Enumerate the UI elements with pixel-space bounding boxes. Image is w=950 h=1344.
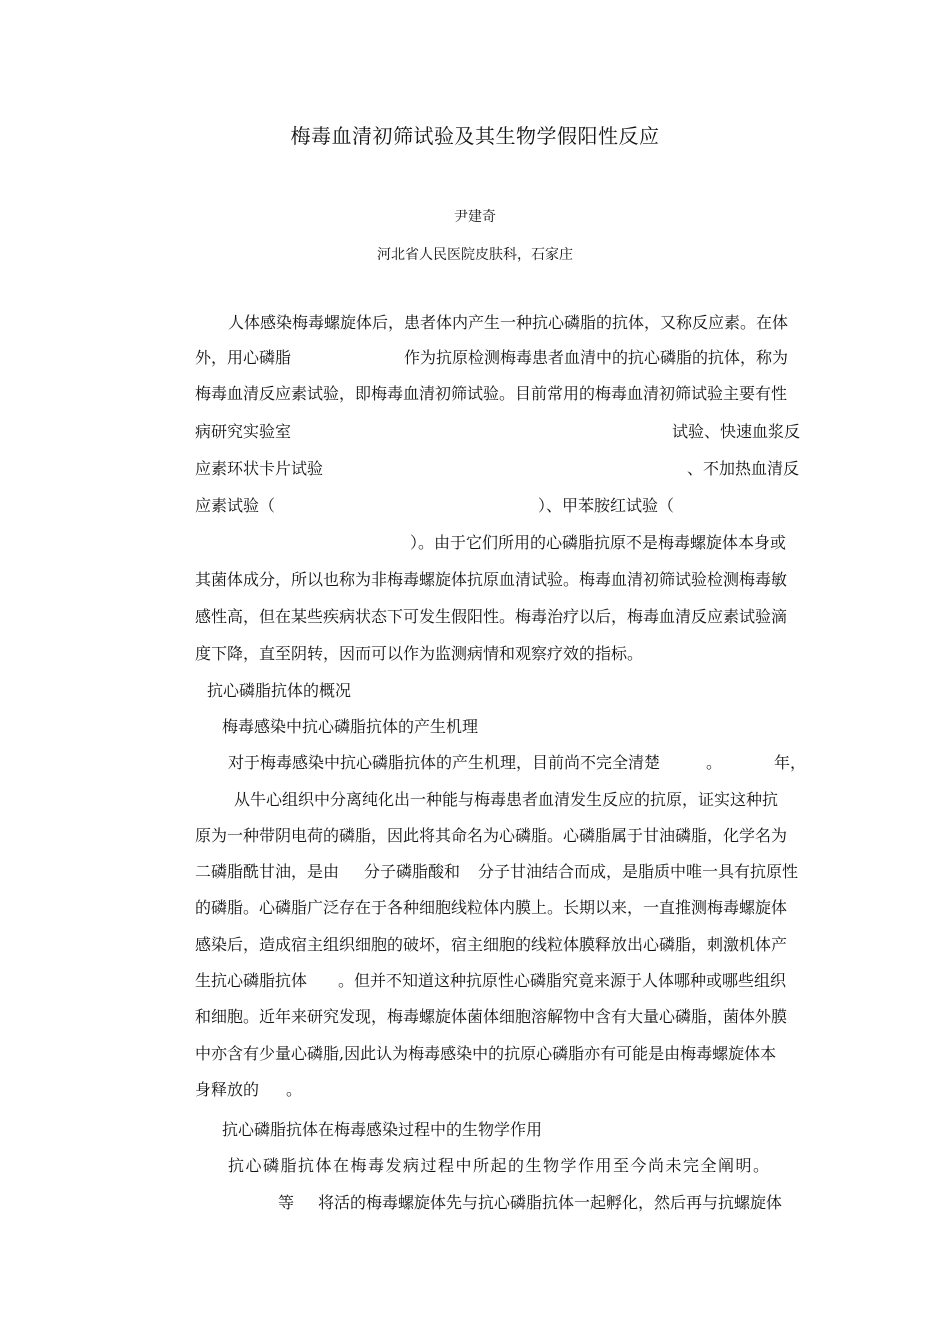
paragraph-line: 中亦含有少量心磷脂,因此认为梅毒感染中的抗原心磷脂亦有可能是由梅毒螺旋体本 <box>195 1044 777 1063</box>
paragraph-line: 年， <box>774 753 807 772</box>
paragraph-line: 。 <box>706 753 723 772</box>
paragraph-line: 其菌体成分，所以也称为非梅毒螺旋体抗原血清试验。梅毒血清初筛试验检测梅毒敏 <box>195 570 788 589</box>
paragraph-line: 。但并不知道这种抗原性心磷脂究竟来源于人体哪种或哪些组织 <box>338 971 787 990</box>
paragraph-line: 试验、快速血浆反 <box>672 422 801 441</box>
author-name: 尹建奇 <box>454 209 496 225</box>
paragraph-line: 病研究实验室 <box>195 422 292 441</box>
paragraph-line: 外，用心磷脂 <box>195 348 292 367</box>
paragraph-line: 的磷脂。心磷脂广泛存在于各种细胞线粒体内膜上。长期以来，一直推测梅毒螺旋体 <box>195 898 788 917</box>
paragraph-line: 从牛心组织中分离纯化出一种能与梅毒患者血清发生反应的抗原，证实这种抗 <box>234 790 779 809</box>
paragraph-line: 感性高，但在某些疾病状态下可发生假阳性。梅毒治疗以后，梅毒血清反应素试验滴 <box>195 607 788 626</box>
paragraph-line: 身释放的 <box>195 1080 260 1099</box>
paragraph-line: 感染后，造成宿主组织细胞的破坏，宿主细胞的线粒体膜释放出心磷脂，刺激机体产 <box>195 935 788 954</box>
paragraph-line: 抗心磷脂抗体在梅毒发病过程中所起的生物学作用至今尚未完全阐明。 <box>228 1156 771 1175</box>
paragraph-line: 对于梅毒感染中抗心磷脂抗体的产生机理，目前尚不完全清楚 <box>228 753 661 772</box>
paragraph-line: 分子甘油结合而成，是脂质中唯一具有抗原性 <box>478 862 799 881</box>
paragraph-line: 。 <box>286 1080 303 1099</box>
paragraph-line: 将活的梅毒螺旋体先与抗心磷脂抗体一起孵化，然后再与抗螺旋体 <box>318 1193 783 1212</box>
paragraph-line: ）。由于它们所用的心磷脂抗原不是梅毒螺旋体本身或 <box>410 533 787 552</box>
paragraph-line: 梅毒血清反应素试验，即梅毒血清初筛试验。目前常用的梅毒血清初筛试验主要有性 <box>195 384 788 403</box>
document-title: 梅毒血清初筛试验及其生物学假阳性反应 <box>290 124 660 148</box>
paragraph-line: 原为一种带阴电荷的磷脂，因此将其命名为心磷脂。心磷脂属于甘油磷脂，化学名为 <box>195 826 788 845</box>
paragraph-line: 生抗心磷脂抗体 <box>195 971 308 990</box>
paragraph-line: 、不加热血清反 <box>687 459 800 478</box>
paragraph-line: 等 <box>278 1193 295 1212</box>
paragraph-line: 分子磷脂酸和 <box>364 862 461 881</box>
author-affiliation: 河北省人民医院皮肤科，石家庄 <box>377 247 573 263</box>
paragraph-line: ）、甲苯胺红试验（ <box>538 496 675 515</box>
subsection-heading: 抗心磷脂抗体在梅毒感染过程中的生物学作用 <box>222 1120 543 1139</box>
subsection-heading: 梅毒感染中抗心磷脂抗体的产生机理 <box>222 717 479 736</box>
paragraph-line: 人体感染梅毒螺旋体后，患者体内产生一种抗心磷脂的抗体，又称反应素。在体 <box>228 313 789 332</box>
paragraph-line: 二磷脂酰甘油，是由 <box>195 862 340 881</box>
paragraph-line: 作为抗原检测梅毒患者血清中的抗心磷脂的抗体，称为 <box>404 348 789 367</box>
section-heading: 抗心磷脂抗体的概况 <box>207 681 352 700</box>
paragraph-line: 应素环状卡片试验 <box>195 459 324 478</box>
paragraph-line: 度下降，直至阴转，因而可以作为监测病情和观察疗效的指标。 <box>195 644 644 663</box>
paragraph-line: 和细胞。近年来研究发现，梅毒螺旋体菌体细胞溶解物中含有大量心磷脂，菌体外膜 <box>195 1007 788 1026</box>
paragraph-line: 应素试验（ <box>195 496 276 515</box>
